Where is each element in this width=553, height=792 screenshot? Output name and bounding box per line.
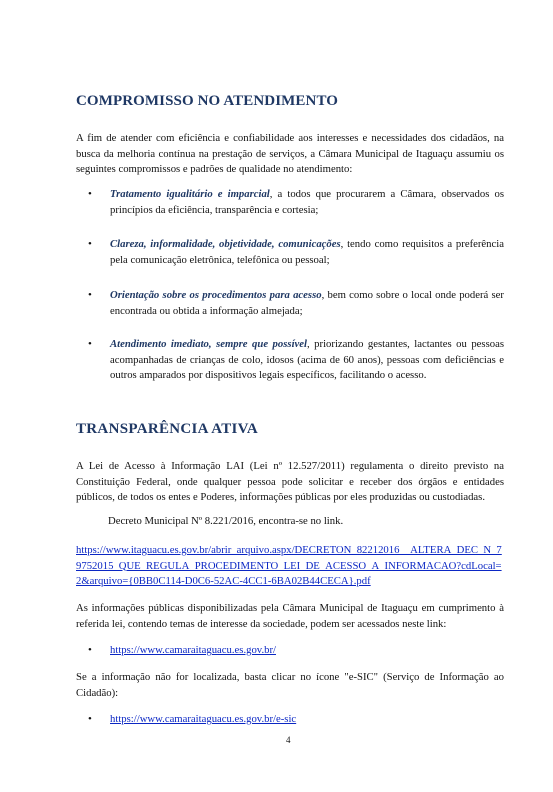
page-number: 4 <box>286 735 291 745</box>
esic-text: Se a informação não for localizada, basta clicar no ícone "e-SIC" (Serviço de Informação ao Cidadão): <box>76 671 504 699</box>
bullet-icon: • <box>88 188 92 200</box>
list-item <box>88 237 504 268</box>
bullet-text: , tendo como requisitos a preferência pela comunicação eletrônica, telefônica ou pessoal; <box>110 238 504 266</box>
info-text: As informações públicas disponibilizadas pela Câmara Municipal de Itaguaçu em cumprimento à referida lei, contendo temas de interesse da sociedade, podem ser acessados neste link: <box>76 602 504 630</box>
bullet-icon: • <box>88 238 92 250</box>
bullet-text: , a todos que procurarem a Câmara, observados os princípios da eficiência, transparência e cortesia; <box>110 188 504 216</box>
bullet-icon: • <box>88 338 92 350</box>
bullet-text: , priorizando gestantes, lactantes ou pessoas acompanhadas de crianças de colo, idosos (acima de 60 anos), pessoas com deficiências e outros amparados por dispositivos legais específicos, facilitando o acesso. <box>110 338 504 381</box>
decree-text: Decreto Municipal Nº 8.221/2016, encontra-se no link. <box>108 515 344 527</box>
site-link[interactable]: https://www.camaraitaguacu.es.gov.br/ <box>110 644 276 656</box>
bullet-lead: Orientação sobre os procedimentos para acesso <box>110 289 322 301</box>
bullet-text: , bem como sobre o local onde poderá ser encontrada ou obtida a informação almejada; <box>110 289 504 317</box>
section-title-compromisso: COMPROMISSO NO ATENDIMENTO <box>76 93 339 109</box>
bullet-icon: • <box>88 289 92 301</box>
bullet-lead: Atendimento imediato, sempre que possível <box>110 338 307 350</box>
bullet-icon: • <box>88 713 92 725</box>
section-title-transparencia: TRANSPARÊNCIA ATIVA <box>76 421 258 437</box>
bullet-lead: Tratamento igualitário e imparcial <box>110 188 270 200</box>
list-item <box>88 288 504 319</box>
decree-link[interactable]: https://www.itaguacu.es.gov.br/abrir_arquivo.aspx/DECRETON_82212016__ALTERA_DEC_N_79752015_QUE_REGULA_PROCEDIMENTO_LEI_DE_ACESSO_A_INFORMACAO?cdLocal=2&arquivo={0BB0C114-D0C6-52AC-4CC1-6BA02B44CECA}.pdf <box>76 544 502 587</box>
esic-link[interactable]: https://www.camaraitaguacu.es.gov.br/e-sic <box>110 713 297 725</box>
list-item <box>88 187 504 218</box>
transparencia-intro: A Lei de Acesso à Informação LAI (Lei nº 12.527/2011) regulamenta o direito previsto na Constituição Federal, onde qualquer pessoa pode solicitar e receber dos órgãos e entidades públicos, de todos os entes e Poderes, informações públicas por eles produzidas ou custodiadas. <box>76 460 504 503</box>
bullet-lead: Clareza, informalidade, objetividade, comunicações <box>110 238 341 250</box>
compromisso-intro: A fim de atender com eficiência e confiabilidade aos interesses e necessidades dos cidadãos, na busca da melhoria contínua na prestação de serviços, a Câmara Municipal de Itaguaçu assumiu os seguintes compromissos e padrões de qualidade no atendimento: <box>76 132 504 175</box>
list-item <box>88 337 504 384</box>
list-item <box>88 712 504 728</box>
list-item <box>88 643 504 659</box>
bullet-icon: • <box>88 644 92 656</box>
